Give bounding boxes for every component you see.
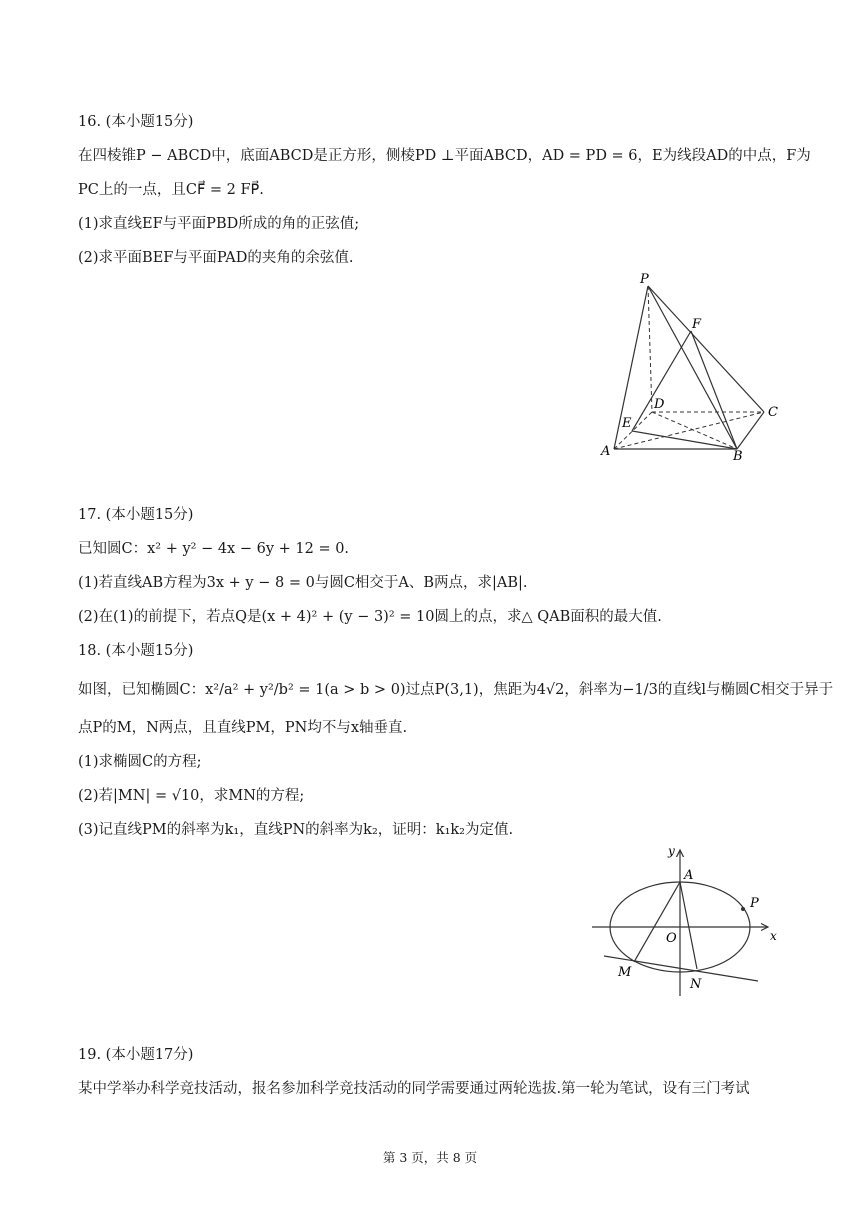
q16-part1: (1)求直线EF与平面PBD所成的角的正弦值;: [78, 216, 360, 232]
q19-header: 19. (本小题17分): [78, 1047, 194, 1063]
label-M: M: [618, 965, 632, 980]
label-E: E: [622, 416, 632, 431]
label-P: P: [640, 272, 649, 287]
label-x: x: [770, 929, 777, 943]
label-C: C: [768, 405, 778, 420]
q18-part1: (1)求椭圆C的方程;: [78, 754, 202, 770]
q17-part1: (1)若直线AB方程为3x + y − 8 = 0与圆C相交于A、B两点，求|AB|.: [78, 575, 528, 591]
q18-line2: 点P的M，N两点，且直线PM，PN均不与x轴垂直.: [78, 720, 408, 736]
ellipse-figure: [590, 838, 790, 1000]
label-B: B: [733, 449, 743, 464]
q17-header: 17. (本小题15分): [78, 507, 194, 523]
q18-part3: (3)记直线PM的斜率为k₁，直线PN的斜率为k₂，证明：k₁k₂为定值.: [78, 822, 514, 838]
label-F: F: [692, 317, 702, 332]
label-O: O: [666, 931, 677, 946]
q16-header: 16. (本小题15分): [78, 114, 194, 130]
label-P: P: [750, 896, 759, 911]
q16-part2: (2)求平面BEF与平面PAD的夹角的余弦值.: [78, 250, 354, 266]
label-A: A: [601, 444, 611, 459]
pyramid-figure: [590, 260, 790, 470]
q18-line1: 如图，已知椭圆C：x²/a² + y²/b² = 1(a > b > 0)过点P(3,1)，焦距为4√2，斜率为−1/3的直线l与椭圆C相交于异于: [78, 682, 834, 698]
q18-header: 18. (本小题15分): [78, 643, 194, 659]
page-footer: 第 3 页，共 8 页: [382, 1150, 478, 1165]
q18-part2: (2)若|MN| = √10，求MN的方程;: [78, 788, 305, 804]
q17-line1: 已知圆C：x² + y² − 4x − 6y + 12 = 0.: [78, 541, 350, 557]
q17-part2: (2)在(1)的前提下，若点Q是(x + 4)² + (y − 3)² = 10圆上的点，求△ QAB面积的最大值.: [78, 609, 662, 625]
label-D: D: [654, 397, 665, 412]
label-N: N: [690, 977, 702, 992]
label-y: y: [668, 844, 675, 858]
q16-line1: 在四棱锥P − ABCD中，底面ABCD是正方形，侧棱PD ⊥平面ABCD，AD = PD = 6，E为线段AD的中点，F为: [78, 148, 811, 164]
q16-line2: PC上的一点，且CF⃗ = 2 FP⃗.: [78, 182, 264, 198]
label-A: A: [684, 868, 694, 883]
q19-line1: 某中学举办科学竞技活动，报名参加科学竞技活动的同学需要通过两轮选拔.第一轮为笔试，设有三门考试: [78, 1081, 750, 1097]
